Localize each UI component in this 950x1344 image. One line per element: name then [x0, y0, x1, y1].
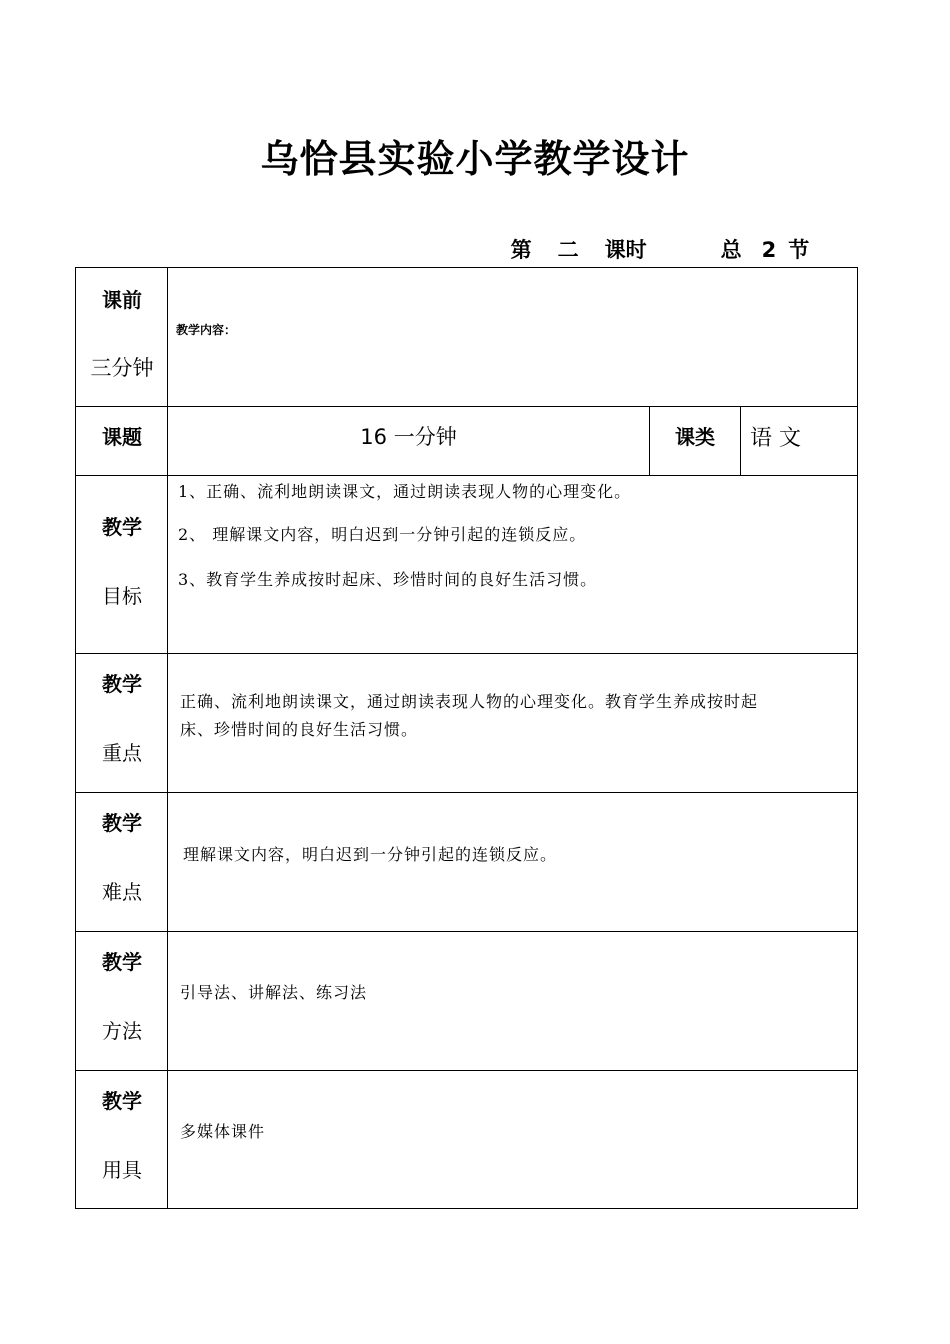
row-divider [76, 475, 857, 476]
lesson-info-zong: 总 [720, 238, 742, 262]
lesson-info-number: 二 [557, 238, 579, 262]
tools-text: 多媒体课件 [180, 1122, 266, 1141]
methods-text: 引导法、讲解法、练习法 [180, 983, 368, 1002]
pre-class-label-line2: 三分钟 [90, 356, 154, 380]
key-points-text-line1: 正确、流利地朗读课文，通过朗读表现人物的心理变化。教育学生养成按时起 [180, 692, 759, 711]
row-divider [76, 653, 857, 654]
key-points-label-line2: 重点 [102, 741, 142, 765]
difficulties-label-line1: 教学 [102, 811, 142, 835]
lesson-info-di: 第 [510, 238, 532, 262]
lesson-info-jie: 节 [788, 238, 810, 262]
objectives-label-line1: 教学 [102, 515, 142, 539]
methods-label-line1: 教学 [102, 950, 142, 974]
type-label: 课类 [675, 425, 715, 449]
lesson-info [496, 210, 809, 264]
key-points-text-line2: 床、珍惜时间的良好生活习惯。 [180, 720, 419, 739]
tools-label-line2: 用具 [102, 1158, 142, 1182]
pre-class-label-line1: 课前 [102, 288, 142, 312]
difficulties-label-line2: 难点 [102, 880, 142, 904]
topic-value: 16 一分钟 [360, 425, 457, 449]
objective-item: 1、正确、流利地朗读课文，通过朗读表现人物的心理变化。 [178, 482, 632, 501]
teaching-content-label: 教学内容： [176, 323, 237, 337]
column-divider [740, 406, 741, 475]
lesson-info-total: 2 [761, 238, 777, 262]
objective-item: 3、教育学生养成按时起床、珍惜时间的良好生活习惯。 [178, 570, 598, 589]
tools-label-line1: 教学 [102, 1089, 142, 1113]
lesson-plan-table [75, 267, 858, 1209]
objective-item: 2、 理解课文内容，明白迟到一分钟引起的连锁反应。 [178, 525, 587, 544]
row-divider [76, 931, 857, 932]
objectives-label-line2: 目标 [102, 584, 142, 608]
methods-label-line2: 方法 [102, 1019, 142, 1043]
row-divider [76, 792, 857, 793]
difficulties-text: 理解课文内容，明白迟到一分钟引起的连锁反应。 [183, 845, 558, 864]
key-points-label-line1: 教学 [102, 672, 142, 696]
row-divider [76, 1070, 857, 1071]
topic-label: 课题 [102, 425, 142, 449]
type-value: 语 文 [750, 426, 801, 451]
lesson-info-keshi: 课时 [604, 238, 647, 262]
page-title: 乌恰县实验小学教学设计 [260, 137, 690, 181]
